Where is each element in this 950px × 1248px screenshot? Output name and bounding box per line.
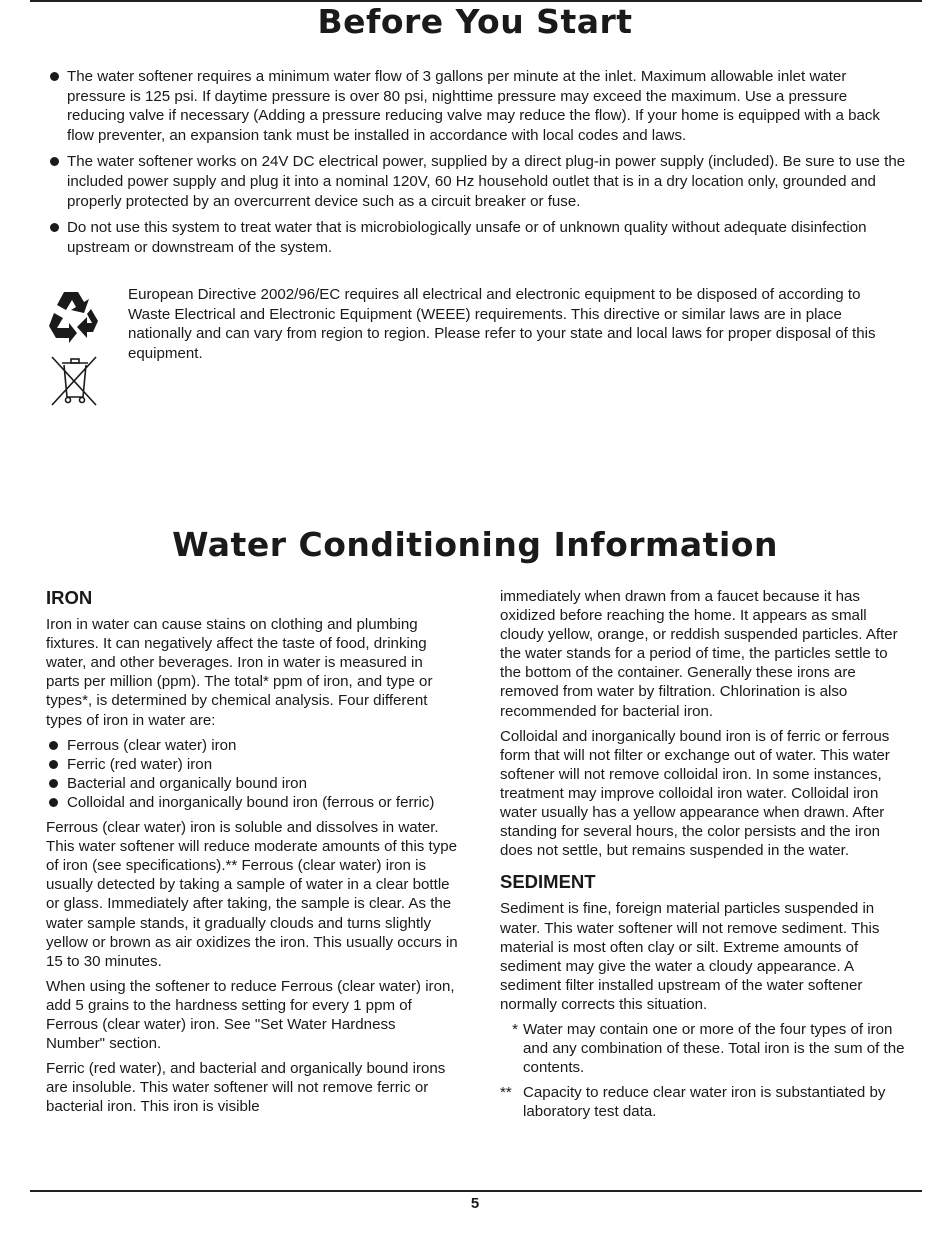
list-item: The water softener requires a minimum water flow of 3 gallons per minute at the inlet. Maximum allowable inlet water pressure is 125 psi. If daytime pressure is over 80 psi, nighttime pressure may exceed the maximum. Use a pressure reducing valve if necessary (Adding a pressure reducing valve may reduce the flow). If your home is equipped with a back flow preventer, an expansion tank must be installed in accordance with local codes and laws.	[48, 67, 908, 145]
softener-paragraph: When using the softener to reduce Ferrous (clear water) iron, add 5 grains to the hardness setting for every 1 ppm of Ferrous (clear water) iron. See "Set Water Hardness Number" section.	[46, 977, 455, 1053]
list-item: Ferric (red water) iron	[46, 755, 458, 774]
iron-heading: IRON	[46, 587, 93, 608]
iron-types-list	[46, 736, 458, 812]
ferric-paragraph-continued: immediately when drawn from a faucet because it has oxidized before reaching the home. It appears as small cloudy yellow, orange, or reddish suspended particles. After the water stands for a period of time, the particles settle to the bottom of the container. Generally these irons are removed from water by filtration. Chlorination is also recommended for bacterial iron.	[500, 588, 898, 720]
page-number: 5	[470, 1195, 480, 1212]
left-column	[46, 588, 458, 1122]
list-item: Ferrous (clear water) iron	[46, 736, 458, 755]
sediment-heading: SEDIMENT	[500, 871, 596, 893]
before-you-start-list	[48, 67, 908, 264]
list-item: Bacterial and organically bound iron	[46, 774, 458, 793]
list-item: Do not use this system to treat water that is microbiologically unsafe or of unknown quality without adequate disinfection upstream or downstream of the system.	[48, 218, 908, 257]
list-item: Colloidal and inorganically bound iron (ferrous or ferric)	[46, 793, 458, 812]
before-you-start-title: Before You Start	[317, 2, 633, 41]
water-conditioning-title: Water Conditioning Information	[172, 525, 778, 564]
ferrous-paragraph: Ferrous (clear water) iron is soluble and dissolves in water. This water softener will reduce moderate amounts of this type of iron (see specifications).** Ferrous (clear water) iron is usually detected by taking a sample of water in a clear bottle or glass. Immediately after taking, the sample is clear. As the water sample stands, it gradually clouds and turns slightly yellow or brown as air oxidizes the iron. This usually occurs in 15 to 30 minutes.	[46, 819, 458, 970]
bottom-rule	[30, 1190, 922, 1192]
ferric-paragraph-start: Ferric (red water), and bacterial and organically bound irons are insoluble. This water softener will not remove ferric or bacterial iron. This iron is visible	[46, 1060, 446, 1116]
sediment-paragraph: Sediment is fine, foreign material particles suspended in water. This water softener will not remove sediment. This material is most often clay or silt. Extreme amounts of sediment may give the water a cloudy appearance. A sediment filter installed upstream of the water softener normally corrects this situation.	[500, 900, 880, 1013]
colloidal-paragraph: Colloidal and inorganically bound iron is of ferric or ferrous form that will not filter or exchange out of water. This water softener will not remove colloidal iron. In some instances, treatment may improve colloidal iron water. Colloidal iron water usually has a yellow appearance when drawn. After standing for several hours, the color persists and the iron does not settle, but remains suspended in the water.	[500, 727, 890, 860]
weee-icons	[44, 286, 106, 414]
footnote-text: Water may contain one or more of the four types of iron and any combination of these. Total iron is the sum of the contents.	[523, 1020, 905, 1077]
right-column	[500, 587, 908, 1127]
recycle-icon	[44, 286, 104, 346]
footnote-mark: *	[512, 1020, 518, 1038]
list-item: The water softener works on 24V DC electrical power, supplied by a direct plug-in power supply (included). Be sure to use the included power supply and plug it into a nominal 120V, 60 Hz household outlet that is in a dry location only, grounded and properly protected by an overcurrent device such as a circuit breaker or fuse.	[48, 152, 908, 211]
footnote-double-asterisk	[500, 1083, 908, 1121]
footnote-single-asterisk	[500, 1020, 908, 1077]
weee-directive-text: European Directive 2002/96/EC requires all electrical and electronic equipment to be disposed of according to Waste Electrical and Electronic Equipment (WEEE) requirements. This directive or similar laws are in place nationally and can vary from region to region. Please refer to your state and local laws for proper disposal of this equipment.	[128, 286, 876, 362]
footnote-text: Capacity to reduce clear water iron is substantiated by laboratory test data.	[523, 1084, 886, 1121]
crossed-out-bin-icon	[44, 353, 104, 409]
footnote-mark: **	[500, 1084, 512, 1102]
iron-intro: Iron in water can cause stains on clothing and plumbing fixtures. It can negatively affect the taste of food, drinking water, and other beverages. Iron in water is measured in parts per million (ppm). The total* ppm of iron, and type or types*, is determined by chemical analysis. Four different types of iron in water are:	[46, 616, 433, 729]
